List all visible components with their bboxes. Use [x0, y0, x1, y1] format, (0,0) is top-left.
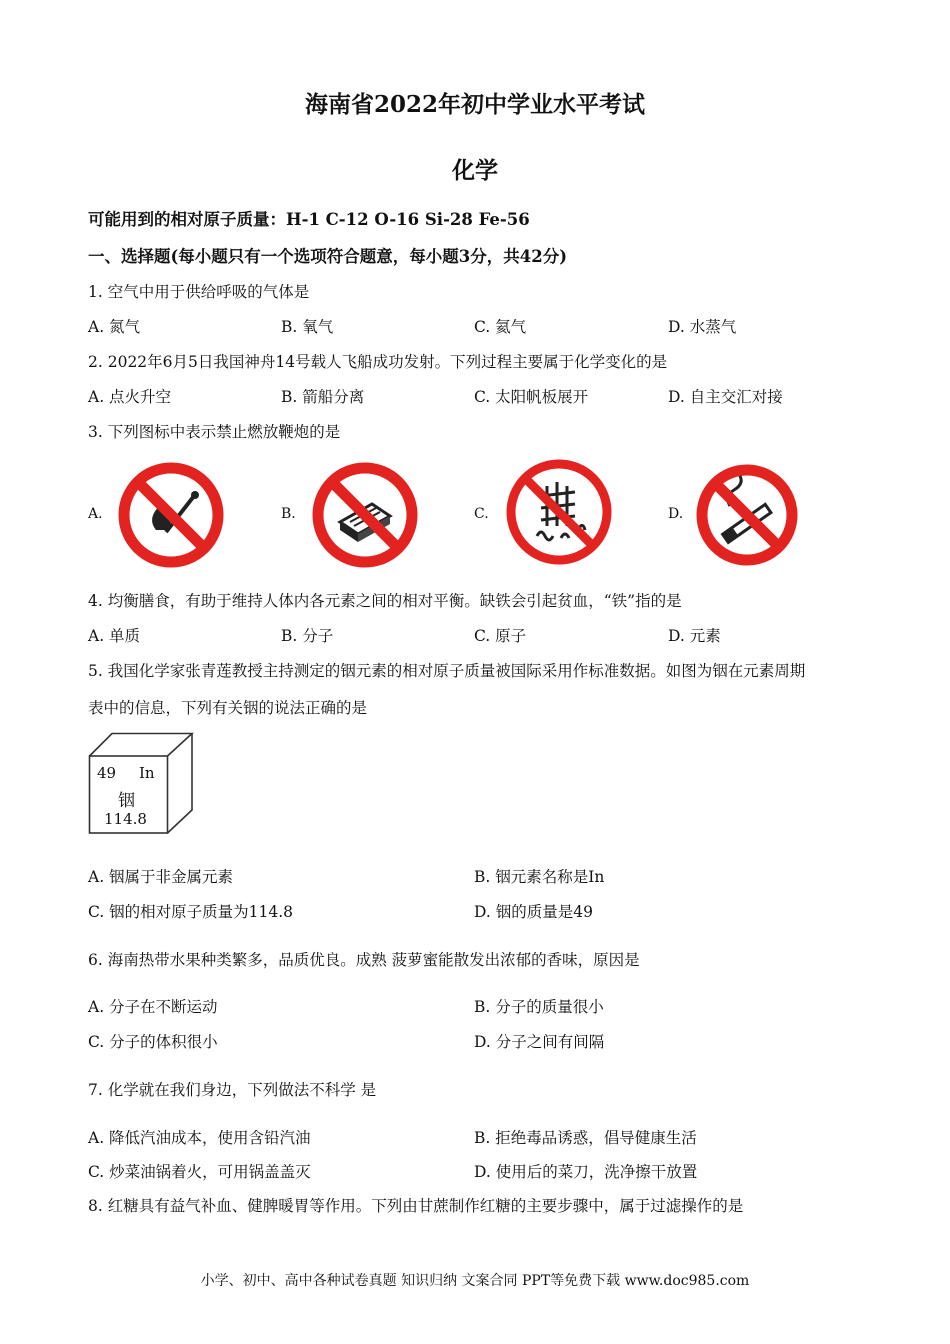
question-7-stem: 7. 化学就在我们身边，下列做法不科学 是 — [88, 1081, 377, 1099]
q3-option-b: B. — [281, 506, 296, 522]
q5-option-c: C. 铟的相对原子质量为114.8 — [88, 903, 294, 921]
q2-option-d: D. 自主交汇对接 — [668, 388, 783, 406]
q4-option-b: B. 分子 — [281, 627, 334, 645]
q4-option-a: A. 单质 — [88, 627, 141, 645]
q4-option-c: C. 原子 — [474, 627, 527, 645]
no-firecrackers-sign-icon — [503, 456, 615, 568]
q7-option-a: A. 降低汽油成本，使用含铅汽油 — [88, 1129, 311, 1147]
question-1-stem: 1. 空气中用于供给呼吸的气体是 — [88, 283, 310, 301]
no-fire-sign-icon — [116, 460, 226, 570]
q2-option-c: C. 太阳帆板展开 — [474, 388, 589, 406]
q5-option-d: D. 铟的质量是49 — [474, 903, 593, 921]
q7-option-d: D. 使用后的菜刀，洗净擦干放置 — [474, 1163, 698, 1181]
q6-option-b: B. 分子的质量很小 — [474, 998, 604, 1016]
no-smoking-sign-icon — [694, 462, 800, 568]
q3-option-c: C. — [474, 506, 489, 522]
q1-option-c: C. 氦气 — [474, 318, 527, 336]
q1-option-b: B. 氧气 — [281, 318, 334, 336]
q6-option-c: C. 分子的体积很小 — [88, 1033, 218, 1051]
exam-title: 海南省2022年初中学业水平考试 — [304, 91, 645, 118]
q1-option-a: A. 氮气 — [88, 318, 141, 336]
atomic-masses: 可能用到的相对原子质量：H-1 C-12 O-16 Si-28 Fe-56 — [88, 210, 530, 229]
q1-option-d: D. 水蒸气 — [668, 318, 737, 336]
question-3-stem: 3. 下列图标中表示禁止燃放鞭炮的是 — [88, 423, 341, 441]
q6-option-d: D. 分子之间有间隔 — [474, 1033, 605, 1051]
element-name: 铟 — [118, 791, 135, 811]
q7-option-c: C. 炒菜油锅着火，可用锅盖盖灭 — [88, 1163, 311, 1181]
element-symbol: In — [139, 764, 155, 782]
element-card — [88, 732, 196, 836]
question-5-stem-line-1: 5. 我国化学家张青莲教授主持测定的铟元素的相对原子质量被国际采用作标准数据。如图为铟在元素周期 — [88, 662, 806, 680]
q3-option-d: D. — [668, 506, 684, 522]
atomic-number: 49 — [97, 764, 117, 782]
page-footer: 小学、初中、高中各种试卷真题 知识归纳 文案合同 PPT等免费下载 www.doc985.com — [200, 1273, 750, 1289]
atomic-mass: 114.8 — [104, 810, 147, 828]
q5-option-a: A. 铟属于非金属元素 — [88, 868, 234, 886]
no-matches-sign-icon — [310, 460, 420, 570]
q4-option-d: D. 元素 — [668, 627, 721, 645]
q5-option-b: B. 铟元素名称是In — [474, 868, 605, 886]
question-5-stem-line-2: 表中的信息，下列有关铟的说法正确的是 — [88, 699, 368, 717]
q3-option-a: A. — [88, 506, 103, 522]
question-6-stem: 6. 海南热带水果种类繁多，品质优良。成熟 菠萝蜜能散发出浓郁的香味，原因是 — [88, 951, 640, 969]
q2-option-a: A. 点火升空 — [88, 388, 172, 406]
section-heading: 一、选择题(每小题只有一个选项符合题意，每小题3分，共42分) — [88, 247, 568, 266]
question-4-stem: 4. 均衡膳食，有助于维持人体内各元素之间的相对平衡。缺铁会引起贫血，“铁”指的是 — [88, 592, 682, 610]
q6-option-a: A. 分子在不断运动 — [88, 998, 218, 1016]
question-8-stem: 8. 红糖具有益气补血、健脾暖胃等作用。下列由甘蔗制作红糖的主要步骤中，属于过滤操作的是 — [88, 1197, 744, 1215]
subject-title: 化学 — [452, 157, 498, 184]
q7-option-b: B. 拒绝毒品诱惑，倡导健康生活 — [474, 1129, 697, 1147]
q2-option-b: B. 箭船分离 — [281, 388, 365, 406]
question-2-stem: 2. 2022年6月5日我国神舟14号载人飞船成功发射。下列过程主要属于化学变化的是 — [88, 353, 668, 371]
